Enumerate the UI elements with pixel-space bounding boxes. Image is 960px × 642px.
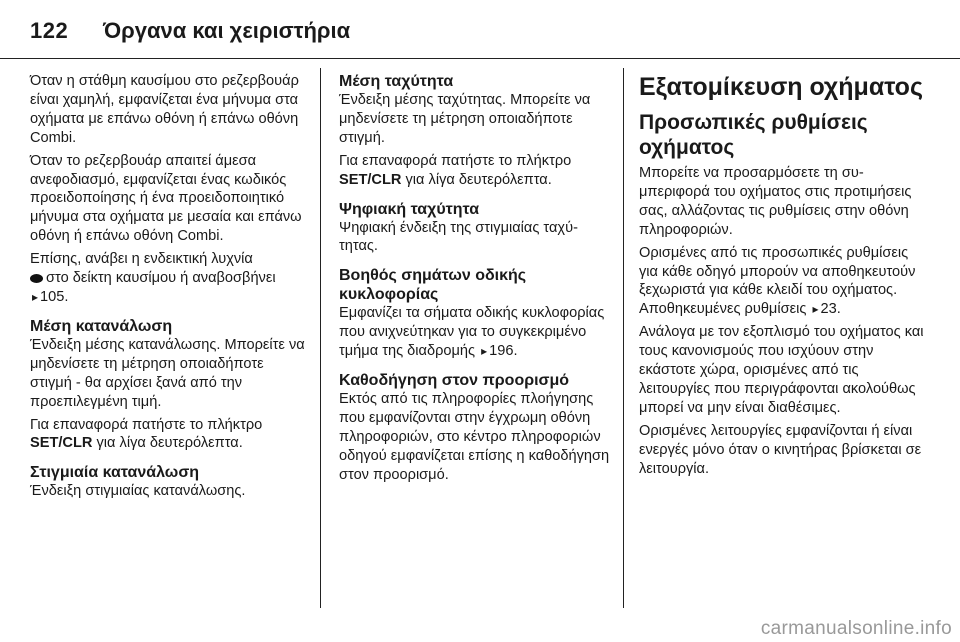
warning-lamp-icon xyxy=(30,274,43,283)
digital-speed-heading: Ψηφιακή ταχύτητα xyxy=(339,200,480,218)
page-ref-icon: ▸ xyxy=(812,302,819,317)
digital-speed-paragraph: Ψηφιακή ένδειξη της στιγμιαίας ταχύτητας. xyxy=(339,219,578,255)
avg-speed-paragraph: Ένδειξη μέσης ταχύτητας. Μπορείτε να μηδενίσετε τη μέτρηση οποιαδήποτε στιγμή. xyxy=(339,92,591,146)
personalization-paragraph-4: Ορισμένες λειτουργίες εμφανίζονται ή είναι ενεργές μόνο όταν ο κινητήρας βρίσκεται σε λειτουργία. xyxy=(639,422,922,477)
column-right xyxy=(639,72,929,483)
page-ref-link[interactable]: 196. xyxy=(489,343,518,360)
fuel-refuel-paragraph: Όταν το ρεζερβουάρ απαιτεί άμεσα ανεφοδιασμό, εμφανίζεται ένας κωδικός προειδοποίησης ή ένα προειδοποιητικό μήνυμα στα οχήματα με μεσαία και επάνω οθόνη ή επάνω οθόνη Combi. xyxy=(30,152,302,245)
reset-text-a: Για επαναφορά πατήστε το πλήκτρο xyxy=(339,152,572,169)
instant-consumption-heading: Στιγμιαία κατανάλωση xyxy=(30,464,200,482)
avg-speed-heading: Μέση ταχύτητα xyxy=(339,73,454,90)
personalization-paragraph-3: Ανάλογα με τον εξοπλισμό του οχήματος και τους κανονισμούς που ισχύουν στην εκάστοτε χώρα, ορισμένες από τις λειτουργίες που περιγράφονται ακολούθως μπορεί να μην είναι διαθέσιμες. xyxy=(639,324,924,416)
traffic-sign-text: Εμφανίζει τα σήματα οδικής κυκλοφορίας που ανιχνεύτηκαν για το συγκεκριμένο τμήμα της διαδρομής xyxy=(339,305,605,360)
page-header xyxy=(0,0,960,59)
reset-text-a: Για επαναφορά πατήστε το πλήκτρο xyxy=(30,416,263,433)
avg-consumption-heading: Μέση κατανάλωση xyxy=(30,317,173,335)
column-middle xyxy=(339,72,611,489)
section-heading: Εξατομίκευση οχήματος xyxy=(639,73,923,101)
avg-consumption-reset-paragraph xyxy=(30,416,308,454)
navigation-guidance-paragraph: Εκτός από τις πληροφορίες πλοήγησης που εμφανίζονται στην έγχρωμη οθόνη πληροφοριών, στο κέντρο πληροφοριών οδηγού εμφανίζεται επίσης η καθοδήγηση στον προορισμό. xyxy=(339,391,610,483)
page-ref-link[interactable]: 105. xyxy=(40,288,69,305)
page-title: Όργανα και χειριστήρια xyxy=(103,18,351,43)
personalization-paragraph-1: Μπορείτε να προσαρμόσετε τη συμπεριφορά του οχήματος στις προτιμήσεις σας, αλλάζοντας τις ρυθμίσεις στην οθόνη πληροφοριών. xyxy=(639,165,912,238)
column-divider-1 xyxy=(320,68,321,608)
fuel-warning-text-b: στο δείκτη καυσίμου ή αναβοσβήνει xyxy=(46,270,276,287)
personalization-paragraph-2 xyxy=(639,244,929,320)
fuel-low-paragraph: Όταν η στάθμη καυσίμου στο ρεζερβουάρ είναι χαμηλή, εμφανίζεται ένα μήνυμα στα οχήματα με επάνω οθόνη ή επάνω οθόνη Combi. xyxy=(30,73,299,146)
avg-consumption-paragraph: Ένδειξη μέσης κατανάλωσης. Μπορείτε να μηδενίσετε τη μέτρηση οποιαδήποτε στιγμή - θα αρχίσει ξανά από την προεπιλεγμένη τιμή. xyxy=(30,336,305,410)
watermark: carmanualsonline.info xyxy=(760,618,952,639)
traffic-sign-paragraph xyxy=(339,304,611,361)
reset-text-b: για λίγα δευτερόλεπτα. xyxy=(405,171,552,188)
column-divider-2 xyxy=(623,68,624,608)
page-number: 122 xyxy=(30,18,69,43)
navigation-guidance-heading: Καθοδήγηση στον προορισμό xyxy=(339,372,570,390)
set-clr-key: SET/CLR xyxy=(30,435,93,452)
instant-consumption-paragraph: Ένδειξη στιγμιαίας κατανάλωσης. xyxy=(30,483,246,500)
page-ref-link[interactable]: 23. xyxy=(820,301,841,318)
column-left xyxy=(30,72,308,505)
reset-text-b: για λίγα δευτερόλεπτα. xyxy=(96,435,243,452)
traffic-sign-heading: Βοηθός σημάτων οδικής κυκλοφορίας xyxy=(339,267,527,304)
page-ref-icon: ▸ xyxy=(481,344,488,359)
page-ref-icon: ▸ xyxy=(32,289,39,304)
avg-speed-reset-paragraph xyxy=(339,152,611,190)
fuel-warning-paragraph xyxy=(30,250,308,307)
set-clr-key: SET/CLR xyxy=(339,171,402,188)
fuel-warning-text-a: Επίσης, ανάβει η ενδεικτική λυχνία xyxy=(30,251,253,268)
personalization-text: Ορισμένες από τις προσωπικές ρυθμίσεις για κάθε οδηγό μπορούν να αποθηκευτούν ξεχωριστά για κάθε κλειδί του οχήματος. Αποθηκευμένες ρυθμίσεις xyxy=(639,244,916,318)
subsection-heading: Προσωπικές ρυθμίσεις οχήματος xyxy=(639,111,868,159)
